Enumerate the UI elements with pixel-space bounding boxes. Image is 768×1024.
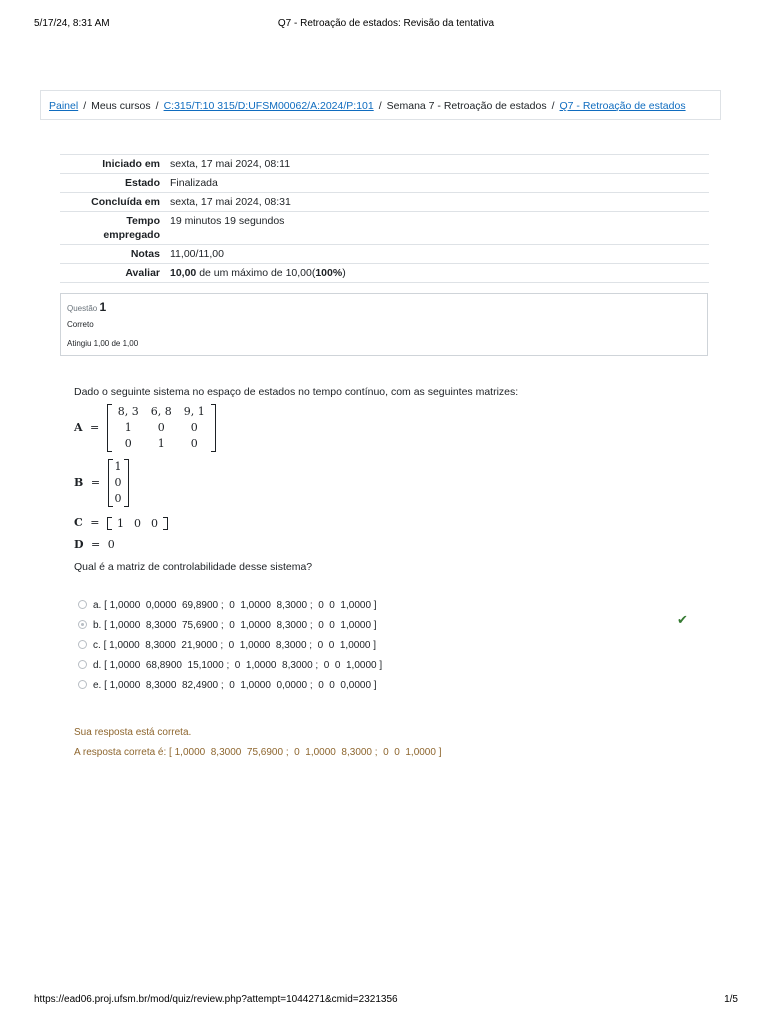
matrix-c xyxy=(107,517,168,530)
summary-value xyxy=(166,264,709,283)
summary-label: Avaliar xyxy=(125,267,160,279)
summary-label-line: empregado xyxy=(103,229,160,241)
grade-value: 10,00 xyxy=(170,267,197,279)
breadcrumb-link-quiz[interactable]: Q7 - Retroação de estados xyxy=(559,100,686,112)
matrix-cell: 0 xyxy=(190,437,198,450)
question-status: Correto xyxy=(67,320,94,329)
answer-feedback xyxy=(74,726,442,766)
summary-label: Estado xyxy=(124,177,160,189)
question-number xyxy=(67,300,707,314)
summary-label xyxy=(60,212,166,245)
matrix-c-row xyxy=(74,516,168,530)
matrix-cell: 0 xyxy=(157,421,165,434)
radio-icon[interactable] xyxy=(78,660,87,669)
grade-text-end: ) xyxy=(342,267,346,279)
feedback-result: Sua resposta está correta. xyxy=(74,727,192,738)
radio-icon[interactable] xyxy=(78,640,87,649)
question-prompt: Qual é a matriz de controlabilidade desse sistema? xyxy=(74,561,313,573)
print-footer xyxy=(34,994,738,1008)
summary-row-completed xyxy=(60,193,709,212)
breadcrumb-item-meus-cursos: Meus cursos xyxy=(91,100,151,112)
matrix-cell: 1 xyxy=(157,437,165,450)
matrix-d-name: D xyxy=(74,538,84,551)
matrix-cell: 6, 8 xyxy=(150,405,172,418)
option-text: [ 1,0000 8,3000 82,4900 ; 0 1,0000 0,0000 ; 0 0 0,0000 ] xyxy=(104,680,377,691)
option-letter: a. xyxy=(93,600,102,611)
option-a[interactable] xyxy=(78,596,382,616)
attempt-summary-table xyxy=(60,154,709,283)
option-text: [ 1,0000 8,3000 21,9000 ; 0 1,0000 8,3000 ; 0 0 1,0000 ] xyxy=(103,640,377,651)
matrix-cell: 0 xyxy=(114,492,122,505)
correct-check-icon: ✔ xyxy=(677,612,688,627)
breadcrumb-separator: / xyxy=(83,100,87,112)
equals-sign: = xyxy=(90,421,100,434)
matrix-a xyxy=(107,404,216,452)
option-c[interactable] xyxy=(78,636,382,656)
option-letter: b. xyxy=(93,620,102,631)
matrix-d-row xyxy=(74,538,115,551)
equals-sign: = xyxy=(90,516,100,529)
equals-sign: = xyxy=(90,476,101,489)
grade-percent: 100% xyxy=(315,267,343,279)
matrix-cell: 1 xyxy=(114,460,122,473)
matrix-b-name: B xyxy=(74,476,84,489)
summary-row-time xyxy=(60,212,709,245)
print-date: 5/17/24, 8:31 AM xyxy=(34,18,110,29)
question-info-box xyxy=(60,293,708,356)
summary-label: Iniciado em xyxy=(102,158,160,170)
question-text: Dado o seguinte sistema no espaço de estados no tempo contínuo, com as seguintes matrizes: xyxy=(74,386,519,398)
question-number-value: 1 xyxy=(99,300,107,314)
matrix-cell: 0 xyxy=(190,421,198,434)
matrix-cell: 0 xyxy=(133,516,141,530)
summary-value: 19 minutos 19 segundos xyxy=(170,215,285,227)
summary-row-started xyxy=(60,155,709,174)
radio-icon[interactable] xyxy=(78,600,87,609)
matrix-cell: 9, 1 xyxy=(183,405,205,418)
matrix-cell: 8, 3 xyxy=(117,405,139,418)
radio-checked-icon[interactable] xyxy=(78,620,87,629)
matrix-d-value: 0 xyxy=(107,538,115,551)
breadcrumb-link-painel[interactable]: Painel xyxy=(49,100,79,112)
matrix-b xyxy=(108,459,129,507)
question-prefix: Questão xyxy=(67,304,98,313)
breadcrumb-separator: / xyxy=(378,100,382,112)
print-title: Q7 - Retroação de estados: Revisão da tentativa xyxy=(277,18,495,29)
option-b[interactable] xyxy=(78,616,382,636)
option-letter: d. xyxy=(93,660,102,671)
summary-label: Notas xyxy=(130,248,160,260)
matrix-c-name: C xyxy=(74,516,83,529)
matrix-a-row xyxy=(74,404,216,452)
option-letter: c. xyxy=(93,640,101,651)
breadcrumb-item-week: Semana 7 - Retroação de estados xyxy=(386,100,547,112)
matrix-b-row xyxy=(74,459,129,507)
matrix-cell: 1 xyxy=(116,516,124,530)
breadcrumb-separator: / xyxy=(551,100,555,112)
option-e[interactable] xyxy=(78,676,382,696)
summary-value: sexta, 17 mai 2024, 08:11 xyxy=(170,158,291,170)
breadcrumb-separator: / xyxy=(155,100,159,112)
matrix-cell: 0 xyxy=(114,476,122,489)
option-text: [ 1,0000 0,0000 69,8900 ; 0 1,0000 8,3000 ; 0 0 1,0000 ] xyxy=(104,600,377,611)
radio-icon[interactable] xyxy=(78,680,87,689)
option-d[interactable] xyxy=(78,656,382,676)
print-header xyxy=(34,18,738,32)
answer-options xyxy=(78,596,382,696)
grade-text: de um máximo de 10,00( xyxy=(196,267,316,279)
breadcrumb-link-course[interactable]: C:315/T:10 315/D:UFSM00062/A:2024/P:101 xyxy=(163,100,374,112)
matrix-cell: 0 xyxy=(150,516,158,530)
summary-value: sexta, 17 mai 2024, 08:31 xyxy=(170,196,291,208)
summary-row-marks xyxy=(60,245,709,264)
question-score: Atingiu 1,00 de 1,00 xyxy=(67,339,139,348)
summary-label-line: Tempo xyxy=(126,215,160,227)
summary-value: 11,00/11,00 xyxy=(170,248,224,260)
summary-label: Concluída em xyxy=(91,196,160,208)
print-url: https://ead06.proj.ufsm.br/mod/quiz/review.php?attempt=1044271&cmid=2321356 xyxy=(34,994,398,1005)
summary-value: Finalizada xyxy=(170,177,218,189)
summary-row-state xyxy=(60,174,709,193)
matrix-cell: 1 xyxy=(124,421,132,434)
summary-row-grade xyxy=(60,264,709,283)
print-page-number: 1/5 xyxy=(724,994,738,1005)
feedback-right-answer: A resposta correta é: [ 1,0000 8,3000 75,6900 ; 0 1,0000 8,3000 ; 0 0 1,0000 ] xyxy=(74,747,442,758)
equals-sign: = xyxy=(91,538,101,551)
breadcrumb xyxy=(40,90,721,120)
matrix-a-name: A xyxy=(74,421,83,434)
option-letter: e. xyxy=(93,680,102,691)
option-text: [ 1,0000 8,3000 75,6900 ; 0 1,0000 8,3000 ; 0 0 1,0000 ] xyxy=(104,620,377,631)
option-text: [ 1,0000 68,8900 15,1000 ; 0 1,0000 8,3000 ; 0 0 1,0000 ] xyxy=(104,660,383,671)
matrix-cell: 0 xyxy=(124,437,132,450)
